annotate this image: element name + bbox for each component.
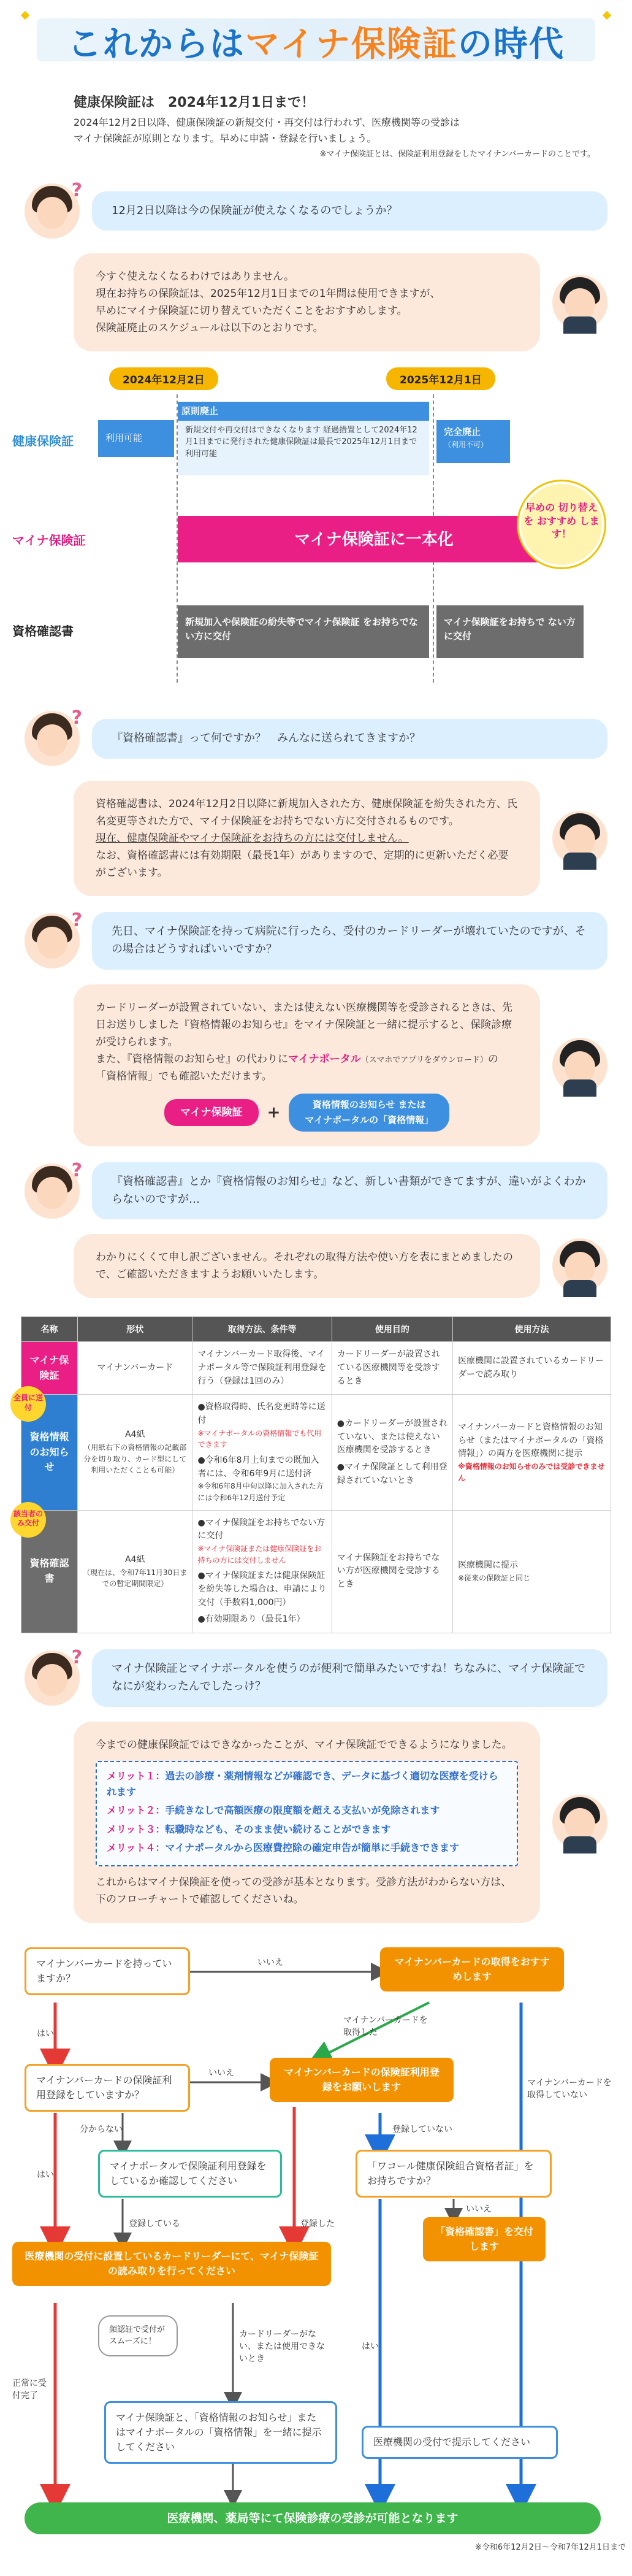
- row-form: [78, 1395, 192, 1510]
- row-method: マイナンバーカード取得後、マイナポータル等で保険証利用登録を行う（登録は1回のみ）: [192, 1342, 332, 1395]
- answer-line: これからはマイナ保険証を使っての受診が基本となります。受診方法がわからない方は、下のフローチャートで確認してくださいね。: [96, 1876, 512, 1906]
- method-note: ※令和6年8月中旬以降に加入された方には令和6年12月送付予定: [197, 1482, 324, 1503]
- customer-avatar: [25, 910, 82, 968]
- answer-row: [25, 253, 607, 351]
- question-row: [25, 1159, 607, 1220]
- myna-portal-highlight: マイナポータル: [288, 1053, 361, 1066]
- label-not-registered: 登録していない: [392, 2124, 452, 2134]
- answer-line: 今までの健康保険証ではできなかったことが、マイナ保険証でできるようになりました。: [96, 1738, 512, 1751]
- question-bubble: マイナ保険証とマイナポータルを使うのが便利で簡単みたいですね！ちなみに、マイナ保険証でなにが変わったんでしたっけ？: [92, 1649, 607, 1707]
- table-header: 取得方法、条件等: [192, 1317, 332, 1342]
- answer-fragment: また、『資格情報のお知らせ』の代わりに: [96, 1053, 288, 1066]
- answer-line: 保険証廃止のスケジュールは以下のとおりです。: [96, 322, 324, 335]
- question-mark-icon: ?: [71, 1646, 82, 1668]
- customer-avatar: [25, 707, 82, 766]
- title-suffix: の時代: [457, 25, 565, 64]
- label-reader-fail: カードリーダーがない、または使用できないとき: [239, 2329, 325, 2364]
- label-got-card: マイナンバーカードを取得した: [343, 2015, 428, 2037]
- form-main: A4紙: [124, 1430, 145, 1440]
- flow-present-card: 医療機関の受付で提示してください: [362, 2426, 558, 2459]
- pill-shikaku-info: [289, 1094, 449, 1132]
- intro-body-line: マイナ保険証が原則となります。早めに申請・登録を行いましょう。: [74, 132, 377, 144]
- label-yes: はい: [37, 2169, 54, 2180]
- table-row: [21, 1342, 611, 1395]
- intro-heading: 健康保険証は 2024年12月1日まで！: [74, 95, 315, 110]
- merit-text: マイナポータルから医療費控除の確定申告が簡単に手続きできます: [165, 1842, 460, 1854]
- label-no: いいえ: [208, 2068, 234, 2078]
- qa-block-1: [0, 179, 632, 351]
- row-label-myna: マイナ保険証: [12, 533, 86, 548]
- row-name: [13, 1509, 78, 1633]
- label-registered-2: 登録した: [300, 2218, 335, 2229]
- flow-final: 医療機関、薬局等にて保険診療の受診が可能となります: [25, 2502, 601, 2535]
- question-row: [25, 707, 607, 766]
- merit-text: 手続きなしで高額医療の限度額を超える支払いが免除されます: [165, 1804, 440, 1817]
- table-header: 使用方法: [453, 1317, 611, 1342]
- shikaku-box-1: 新規加入や保険証の紛失等でマイナ保険証 をお持ちでない方に交付: [178, 605, 429, 658]
- label-no: いいえ: [257, 1957, 283, 1968]
- answer-row: [25, 1234, 607, 1298]
- row-form: マイナンバーカード: [78, 1342, 192, 1395]
- face-auth-note: 顔認証で受付がスムーズに！: [98, 2315, 178, 2356]
- row-usage: [453, 1510, 611, 1633]
- flow-check-portal: マイナポータルで保険証利用登録をしているか確認してください: [98, 2150, 282, 2198]
- merit-label: メリット３：: [107, 1823, 166, 1835]
- page-title: [0, 17, 632, 66]
- method-line: ●マイナ保険証または健康保険証を紛失等した場合は、申請により交付（手数料1,000円）: [197, 1571, 327, 1608]
- merit-label: メリット２：: [107, 1804, 166, 1817]
- row-method: [192, 1510, 332, 1633]
- row-name: [13, 1393, 78, 1510]
- title-prefix: これからは: [67, 25, 246, 64]
- staff-avatar: [552, 811, 607, 866]
- question-bubble: 先日、マイナ保険証を持って病院に行ったら、受付のカードリーダーが壊れていたのですが、その場合はどうすればいいですか？: [92, 912, 607, 970]
- answer-line: カードリーダーが設置されていない、または使えない医療機関等を受診されるときは、先日お送りしました『資格情報のお知らせ』をマイナ保険証と一緒に提示すると、保険診療が受けられます。: [96, 1002, 512, 1049]
- staff-avatar: [552, 1038, 607, 1093]
- label-unknown: 分からない: [80, 2124, 123, 2134]
- merit-item: [107, 1803, 507, 1819]
- question-mark-icon: ?: [71, 910, 82, 932]
- table-row: [21, 1395, 611, 1510]
- applicable-only-tag: 該当者のみ交付: [10, 1502, 46, 1538]
- row-form: [78, 1510, 192, 1633]
- staff-avatar: [552, 275, 607, 330]
- flow-chart: [0, 1935, 632, 2552]
- label-yes: はい: [362, 2341, 379, 2352]
- plus-sign: +: [267, 1103, 281, 1122]
- answer-row: [25, 781, 607, 896]
- qa-block-5: [0, 1646, 632, 1923]
- label-registered: 登録している: [129, 2218, 180, 2229]
- question-row: [25, 1646, 607, 1707]
- hoken-complete-box: [436, 420, 510, 463]
- table-header: 名称: [21, 1317, 78, 1342]
- merit-text: 転職時なども、そのまま使い続けることができます: [165, 1823, 391, 1835]
- question-mark-icon: ?: [71, 1159, 82, 1181]
- method-line: ●有効期限あり（最長1年）: [197, 1614, 305, 1625]
- answer-bubble: [74, 1722, 540, 1923]
- label-no-card: マイナンバーカードを取得していない: [527, 2077, 612, 2100]
- question-row: [25, 179, 607, 239]
- question-bubble: 12月2日以降は今の保険証が使えなくなるのでしょうか？: [92, 191, 607, 231]
- label-yes: はい: [37, 2028, 54, 2039]
- qa-block-2: [0, 707, 632, 896]
- row-purpose: マイナ保険証をお持ちでない方が医療機関を受診するとき: [332, 1510, 452, 1633]
- method-line: ●資格取得時、氏名変更時等に送付: [197, 1402, 326, 1426]
- early-switch-badge: 早めの 切り替えを おすすめ します！: [519, 481, 604, 567]
- intro-body-line: 2024年12月2日以降、健康保険証の新規交付・再交付は行われず、医療機関等の受診は: [74, 117, 460, 128]
- answer-line: 早めにマイナ保険証に切り替えていただくことをおすすめします。: [96, 305, 408, 318]
- customer-avatar: [25, 1159, 82, 1219]
- label-no: いいえ: [466, 2204, 492, 2214]
- hoken-complete-title: 完全廃止: [444, 426, 481, 438]
- answer-fragment: の「資格情報」でも確認いただけます。: [96, 1053, 498, 1083]
- hoken-abolish-text: 新規交付や再交付はできなくなります 経過措置として2024年12月1日までに発行された健康保険証は最長で2025年12月1日まで利用可能: [185, 425, 417, 459]
- pill-myna-hokensho: マイナ保険証: [164, 1099, 259, 1126]
- flow-footnote: ※令和6年12月2日～令和7年12月1日まで: [474, 2542, 626, 2552]
- title-accent: マイナ保険証: [245, 25, 458, 64]
- answer-bubble: わかりにくくて申し訳ございません。それぞれの取得方法や使い方を表にまとめましたので、ご確認いただきますようお願いいたします。: [74, 1234, 540, 1298]
- form-note: （現在は、令和7年11月30日までの暫定期間限定）: [83, 1568, 188, 1589]
- pill-row: [96, 1094, 518, 1132]
- usage-warning: ※資格情報のお知らせのみでは受診できません: [458, 1462, 605, 1482]
- method-note: ※マイナ保険証または健康保険証をお持ちの方には交付しません: [197, 1544, 322, 1565]
- intro-note: ※マイナ保険証とは、保険証利用登録をしたマイナンバーカードのことです。: [319, 150, 595, 159]
- answer-line: 今すぐ使えなくなるわけではありません。: [96, 270, 295, 283]
- qa-block-4: [0, 1159, 632, 1298]
- question-row: [25, 912, 607, 970]
- flow-issue-shikaku: 「資格確認書」を交付します: [423, 2217, 546, 2261]
- shikaku-box-2: マイナ保険証をお持ちで ない方に交付: [436, 605, 584, 658]
- row-usage: 医療機関に設置されているカードリーダーで読み取り: [453, 1342, 611, 1395]
- table-row: [21, 1510, 611, 1633]
- pill-line: マイナポータルの「資格情報」: [305, 1114, 434, 1125]
- merit-item: [107, 1768, 507, 1801]
- question-mark-icon: ?: [71, 179, 82, 201]
- hoken-abolish-title: 原則廃止: [178, 402, 429, 421]
- flow-get-card: マイナンバーカードの取得をおすすめします: [380, 1947, 564, 1991]
- table-header: 使用目的: [332, 1317, 452, 1342]
- flow-register-request: マイナンバーカードの保険証利用登録をお願いします: [270, 2058, 454, 2102]
- answer-bubble: [74, 781, 540, 896]
- row-purpose: カードリーダーが設置されている医療機関等を受診するとき: [332, 1342, 452, 1395]
- method-line: ●マイナ保険証をお持ちでない方に交付: [197, 1517, 326, 1541]
- usage-note: ※従来の保険証と同じ: [458, 1573, 531, 1582]
- merit-label: メリット４：: [107, 1842, 166, 1854]
- merit-list: [96, 1761, 518, 1866]
- schedule-date-end: 2025年12月1日: [386, 367, 495, 390]
- comparison-table: [13, 1316, 611, 1633]
- merit-item: [107, 1822, 507, 1838]
- flow-card-reader: 医療機関の受付に設置しているカードリーダーにて、マイナ保険証の読み取りを行ってください: [12, 2242, 331, 2286]
- customer-avatar: [25, 1646, 82, 1706]
- title-banner: [0, 0, 632, 80]
- answer-bubble: [74, 984, 540, 1146]
- flow-q-registered: マイナンバーカードの保険証利用登録をしていますか？: [25, 2064, 190, 2112]
- answer-line: なお、資格確認書には有効期限（最長1年）がありますので、定期的に更新いただく必要がございます。: [96, 849, 509, 880]
- row-label-hoken: 健康保険証: [12, 434, 74, 449]
- abolition-schedule: [0, 364, 632, 695]
- purpose-line: ●マイナ保険証として利用登録されていないとき: [337, 1462, 447, 1485]
- flow-present-both: マイナ保険証と、「資格情報のお知らせ」またはマイナポータルの「資格情報」を一緒に提示してください: [104, 2401, 337, 2464]
- comparison-table-wrap: [13, 1316, 611, 1633]
- send-all-tag: 全員に送付: [10, 1386, 46, 1422]
- hoken-complete-sub: （利用不可）: [444, 440, 489, 449]
- usage-line: 医療機関に提示: [458, 1560, 519, 1571]
- row-method: [192, 1395, 332, 1510]
- staff-avatar: [552, 1795, 607, 1850]
- row-name-text: 資格情報のお知らせ: [29, 1430, 69, 1473]
- row-name-text: 資格確認書: [29, 1557, 69, 1585]
- method-line: ●令和6年8月上旬までの既加入者には、令和6年9月に送付済: [197, 1455, 319, 1479]
- table-header-row: [21, 1317, 611, 1342]
- label-normal: 正常に受付完了: [12, 2378, 47, 2401]
- form-main: A4紙: [124, 1554, 145, 1565]
- merit-item: [107, 1840, 507, 1856]
- flow-q-wacoal-card: 「ワコール健康保険組合資格者証」をお持ちですか？: [356, 2150, 552, 2198]
- row-usage: [453, 1395, 611, 1510]
- intro-section: [0, 80, 632, 167]
- answer-bubble: [74, 253, 540, 351]
- customer-avatar: [25, 179, 82, 239]
- answer-line: [96, 1051, 518, 1085]
- method-note: ※マイナポータルの資格情報でも代用できます: [197, 1428, 322, 1449]
- usage-line: マイナンバーカードと資格情報のお知らせ（またはマイナポータルの「資格情報」）の両方を医療機関に提示: [458, 1422, 604, 1459]
- form-note: （用紙右下の資格情報の記載部分を切り取り、カード型にして利用いただくことも可能）: [83, 1443, 187, 1475]
- question-bubble: 『資格確認書』とか『資格情報のお知らせ』など、新しい書類ができてますが、違いがよくわからないのですが…: [92, 1162, 607, 1220]
- hoken-abolish-box: [178, 402, 429, 475]
- merit-text: 過去の診療・薬剤情報などが確認でき、データに基づく適切な医療を受けられます: [107, 1769, 498, 1798]
- answer-row: [25, 1722, 607, 1923]
- answer-line: 資格確認書は、2024年12月2日以降に新規加入された方、健康保険証を紛失された方、氏名変更等された方で、マイナ保険証をお持ちでない方に交付されるものです。: [96, 798, 517, 828]
- qa-block-3: [0, 912, 632, 1146]
- answer-line-underlined: 現在、健康保険証やマイナ保険証をお持ちの方には交付しません。: [96, 832, 409, 845]
- myna-unify-bar: マイナ保険証に一本化: [178, 516, 570, 562]
- question-bubble: 『資格確認書』って何ですか？ みんなに送られてきますか？: [92, 719, 607, 759]
- table-header: 形状: [78, 1317, 192, 1342]
- answer-line: 現在お持ちの保険証は、2025年12月1日までの1年間は使用できますが、: [96, 288, 441, 301]
- row-purpose: [332, 1395, 452, 1510]
- merit-label: メリット１：: [107, 1769, 166, 1782]
- schedule-date-start: 2024年12月2日: [109, 367, 218, 390]
- purpose-line: ●カードリーダーが設置されていない、または使えない医療機関を受診するとき: [337, 1418, 447, 1455]
- node-text: マイナンバーカードを持っていますか？: [36, 1957, 172, 1984]
- hoken-usable-box: 利用可能: [98, 420, 174, 457]
- pill-line: 資格情報のお知らせ または: [312, 1099, 426, 1111]
- staff-avatar: [552, 1238, 607, 1294]
- row-name: マイナ保険証: [21, 1342, 78, 1395]
- flow-q-have-card: [25, 1947, 190, 1995]
- question-mark-icon: ?: [71, 707, 82, 729]
- answer-fragment: （スマホでアプリをダウンロード）: [360, 1056, 488, 1065]
- answer-row: [25, 984, 607, 1146]
- row-label-shikaku: 資格確認書: [12, 624, 74, 639]
